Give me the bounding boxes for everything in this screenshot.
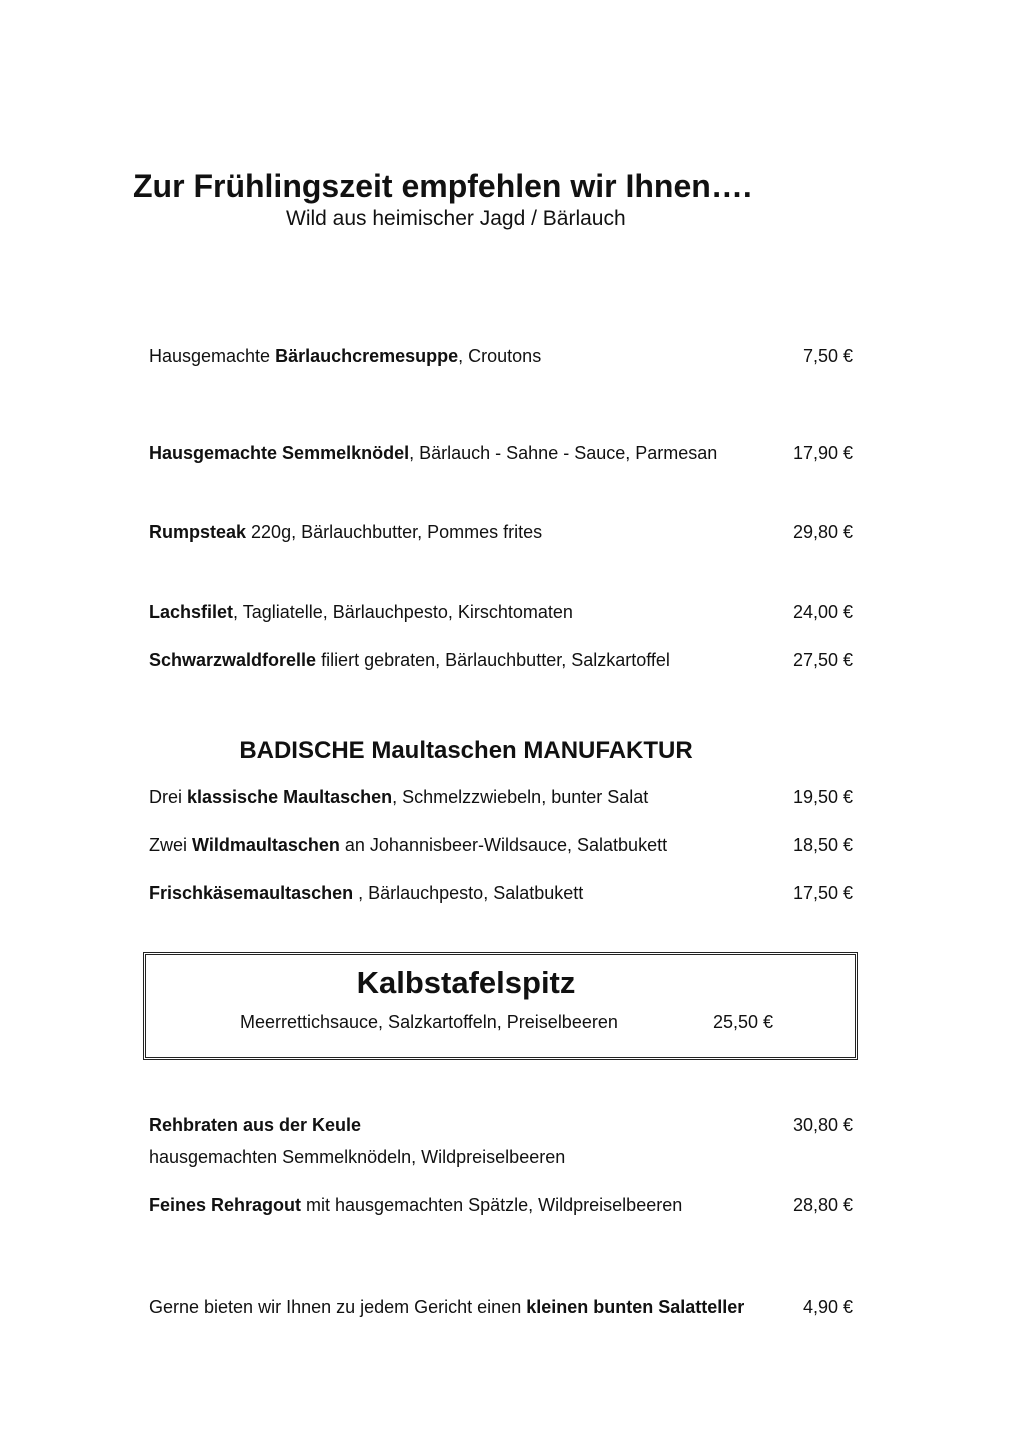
- menu-item-rumpsteak: [149, 522, 542, 543]
- item-price: 30,80 €: [792, 1115, 853, 1135]
- item-description: , Schmelzzwiebeln, bunter Salat: [392, 787, 649, 807]
- item-description: mit hausgemachten Spätzle, Wildpreiselbeeren: [301, 1195, 683, 1215]
- item-description: , Tagliatelle, Bärlauchpesto, Kirschtomaten: [233, 602, 573, 622]
- item-name: Rehbraten aus der Keule: [149, 1115, 362, 1135]
- item-name: Hausgemachte Semmelknödel: [149, 443, 410, 463]
- item-price: 17,50 €: [792, 883, 853, 903]
- item-prefix: Drei: [149, 787, 188, 807]
- menu-item-wildmaultaschen: [149, 835, 667, 856]
- item-name: Rumpsteak: [149, 522, 247, 542]
- item-name: Lachsfilet: [149, 602, 234, 622]
- menu-item-frischkaesemaultaschen: [149, 883, 583, 904]
- special-price: 25,50 €: [713, 1012, 774, 1032]
- page-title: Zur Frühlingszeit empfehlen wir Ihnen….: [133, 168, 752, 204]
- item-price: 27,50 €: [792, 650, 853, 670]
- item-price: 29,80 €: [792, 522, 853, 542]
- item-prefix: Hausgemachte: [149, 346, 276, 366]
- menu-item-rehbraten: [149, 1115, 361, 1136]
- item-price: 7,50 €: [802, 346, 853, 366]
- item-description: filiert gebraten, Bärlauchbutter, Salzkartoffel: [316, 650, 670, 670]
- salad-note: [149, 1297, 744, 1318]
- item-name: Schwarzwaldforelle: [149, 650, 317, 670]
- item-name: Frischkäsemaultaschen: [149, 883, 354, 903]
- special-description: Meerrettichsauce, Salzkartoffeln, Preiselbeeren: [240, 1012, 618, 1032]
- item-description: 220g, Bärlauchbutter, Pommes frites: [246, 522, 543, 542]
- item-description: hausgemachten Semmelknödeln, Wildpreiselbeeren: [149, 1147, 566, 1167]
- salad-note-bold: kleinen bunten Salatteller: [526, 1297, 745, 1317]
- item-description: , Bärlauchpesto, Salatbukett: [353, 883, 584, 903]
- item-name: Wildmaultaschen: [192, 835, 340, 855]
- item-prefix: Zwei: [149, 835, 193, 855]
- item-description: an Johannisbeer-Wildsauce, Salatbukett: [339, 835, 668, 855]
- item-price: 17,90 €: [792, 443, 853, 463]
- salad-price: 4,90 €: [802, 1297, 853, 1317]
- page-subtitle: Wild aus heimischer Jagd / Bärlauch: [286, 207, 626, 230]
- item-name: Bärlauchcremesuppe: [275, 346, 459, 366]
- salad-note-text: Gerne bieten wir Ihnen zu jedem Gericht einen: [149, 1297, 527, 1317]
- item-description: , Bärlauch - Sahne - Sauce, Parmesan: [409, 443, 718, 463]
- section-heading-maultaschen: BADISCHE Maultaschen MANUFAKTUR: [239, 737, 693, 764]
- menu-item-klassische-maultaschen: [149, 787, 648, 808]
- menu-item-semmelknoedel: [149, 443, 717, 464]
- item-name: Feines Rehragout: [149, 1195, 302, 1215]
- menu-item-baerlauchcremesuppe: [149, 346, 541, 367]
- special-title: Kalbstafelspitz: [356, 965, 576, 1000]
- menu-item-lachsfilet: [149, 602, 573, 623]
- item-price: 24,00 €: [792, 602, 853, 622]
- item-description: , Croutons: [458, 346, 542, 366]
- menu-item-schwarzwaldforelle: [149, 650, 670, 671]
- item-price: 28,80 €: [792, 1195, 853, 1215]
- item-price: 19,50 €: [792, 787, 853, 807]
- item-price: 18,50 €: [792, 835, 853, 855]
- item-name: klassische Maultaschen: [187, 787, 393, 807]
- menu-item-rehragout: [149, 1195, 682, 1216]
